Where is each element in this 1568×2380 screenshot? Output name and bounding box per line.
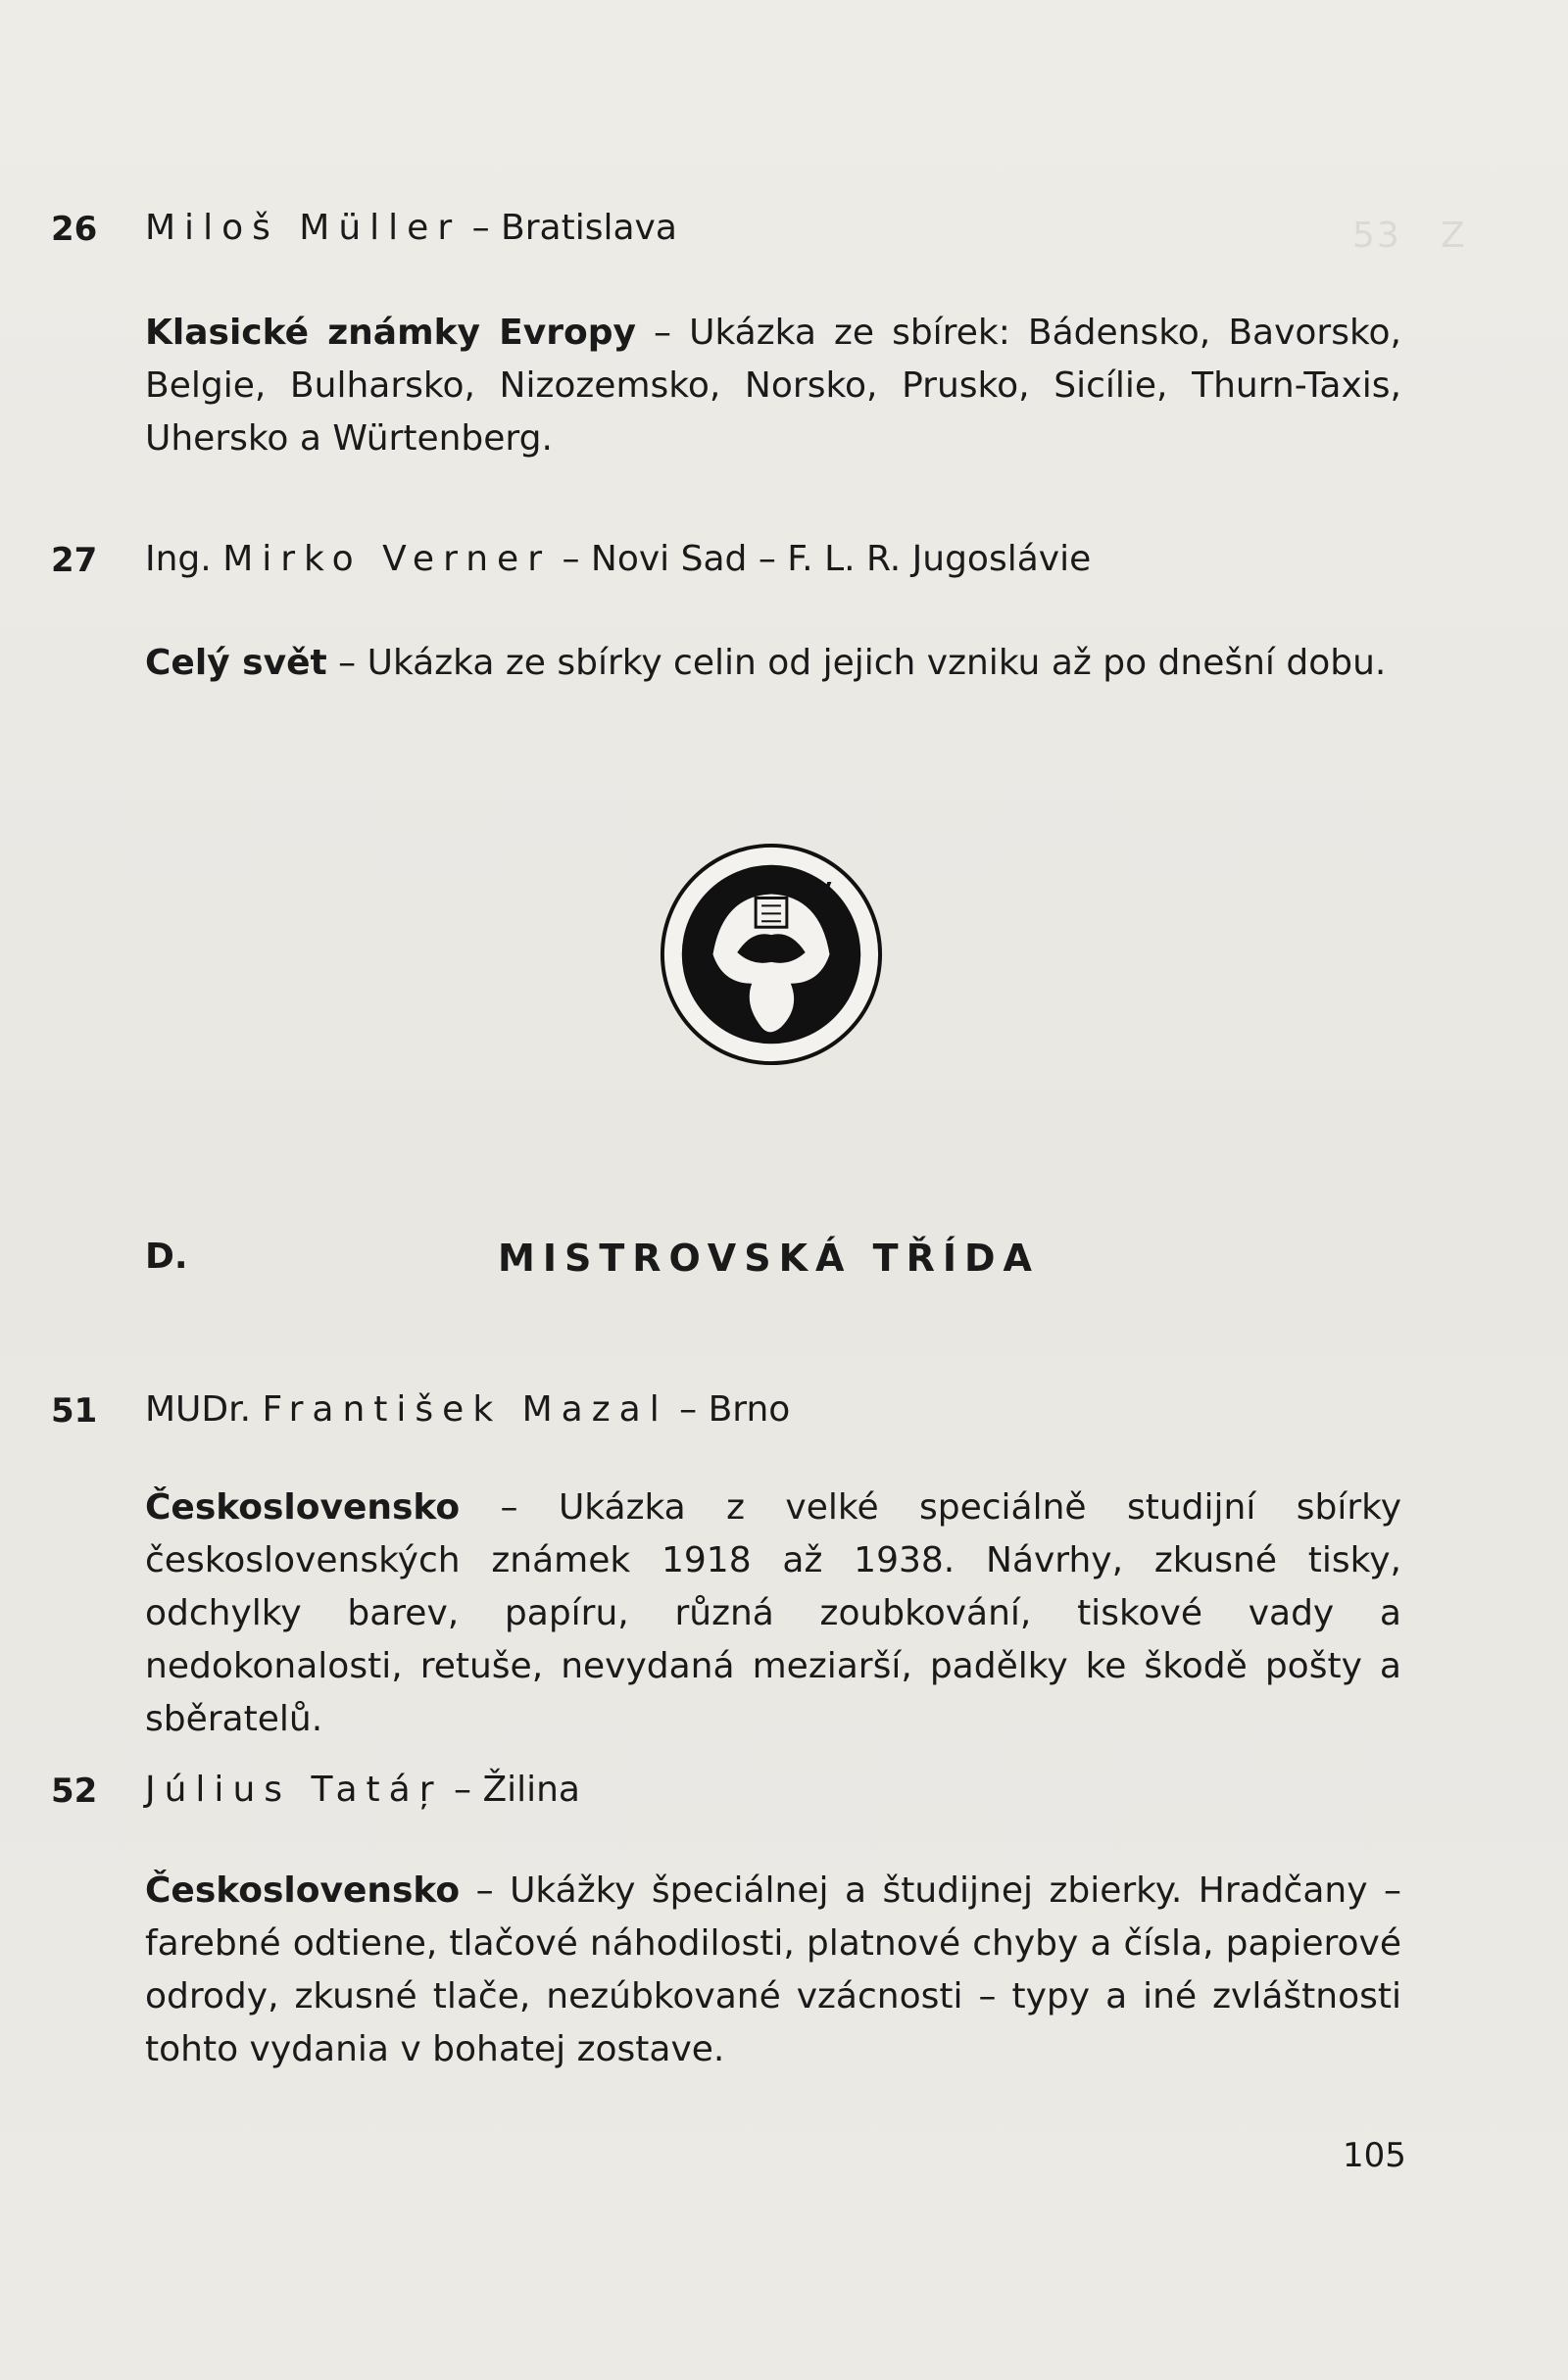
exhibitor-name: František Mazal [262, 1389, 668, 1430]
entry-number: 27 [51, 541, 98, 580]
heading-separator: – [562, 539, 580, 579]
entry-description [145, 307, 1401, 465]
heading-separator: – [471, 208, 490, 248]
svg-text:O: O [834, 945, 853, 970]
collection-text: Ukázka z velké speciálně studijní sbírky československých známek 1918 až 1938. Návrhy, zkusné tisky, odchylky barev, papíru, různá zoubkování, tiskové vady a nedokonalosti, retuše, nevydaná meziarší, padělky ke škodě pošty a sběratelů. [145, 1487, 1401, 1739]
exhibitor-name: Július Tatáŗ [145, 1770, 443, 1810]
exhibitor-place: Brno [708, 1389, 791, 1430]
entry-heading [145, 1389, 790, 1430]
page-number: 105 [1343, 2136, 1406, 2175]
entry-heading [145, 539, 1091, 579]
entry-number: 52 [51, 1772, 98, 1811]
bleed-through-text: 53 [1352, 216, 1401, 256]
subject-dash: – [338, 643, 357, 683]
collection-subject: Celý svět [145, 643, 327, 683]
name-prefix: Ing. [145, 539, 212, 579]
entry-number: 51 [51, 1391, 98, 1431]
entry-heading [145, 1770, 580, 1810]
exhibitor-name: Mirko Verner [222, 539, 551, 579]
section-title: MISTROVSKÁ TŘÍDA [498, 1237, 1040, 1280]
subject-dash: – [654, 313, 672, 353]
svg-text:P: P [708, 887, 724, 912]
exhibitor-name: Miloš Müller [145, 208, 462, 248]
subject-dash: – [500, 1487, 518, 1528]
exhibitor-place: Novi Sad – F. L. R. Jugoslávie [590, 539, 1092, 579]
collection-subject: Klasické známky Evropy [145, 313, 636, 353]
svg-text:B: B [688, 945, 706, 970]
exhibitor-place: Bratislava [501, 208, 677, 248]
exhibition-emblem-logo [655, 838, 888, 1071]
section-letter: D. [145, 1237, 188, 1277]
bleed-through-text: Z [1441, 216, 1467, 256]
heading-separator: – [453, 1770, 471, 1810]
entry-description [145, 1865, 1401, 2076]
entry-number: 26 [51, 210, 98, 249]
collection-text: Ukázka ze sbírek: Bádensko, Bavorsko, Belgie, Bulharsko, Nizozemsko, Norsko, Prusko, Sicílie, Thurn-Taxis, Uhersko a Würtenberg. [145, 313, 1402, 459]
entry-heading [145, 208, 677, 248]
entry-description [145, 637, 1401, 690]
collection-text: Ukážky špeciálnej a študijnej zbierky. Hradčany – farebné odtiene, tlačové náhodilosti, platnové chyby a čísla, papierové odrody, zkusné tlače, nezúbkované vzácnosti – typy a iné zvláštnosti tohto vydania v bohatej zostave. [145, 1870, 1401, 2069]
name-prefix: MUDr. [145, 1389, 252, 1430]
collection-subject: Československo [145, 1487, 461, 1528]
heading-separator: – [679, 1389, 698, 1430]
entry-description [145, 1481, 1401, 1746]
svg-text:V: V [814, 879, 832, 904]
subject-dash: – [475, 1870, 494, 1911]
exhibitor-place: Žilina [482, 1770, 580, 1810]
collection-subject: Československo [145, 1870, 461, 1911]
collection-text: Ukázka ze sbírky celin od jejich vzniku až po dnešní dobu. [367, 643, 1387, 683]
